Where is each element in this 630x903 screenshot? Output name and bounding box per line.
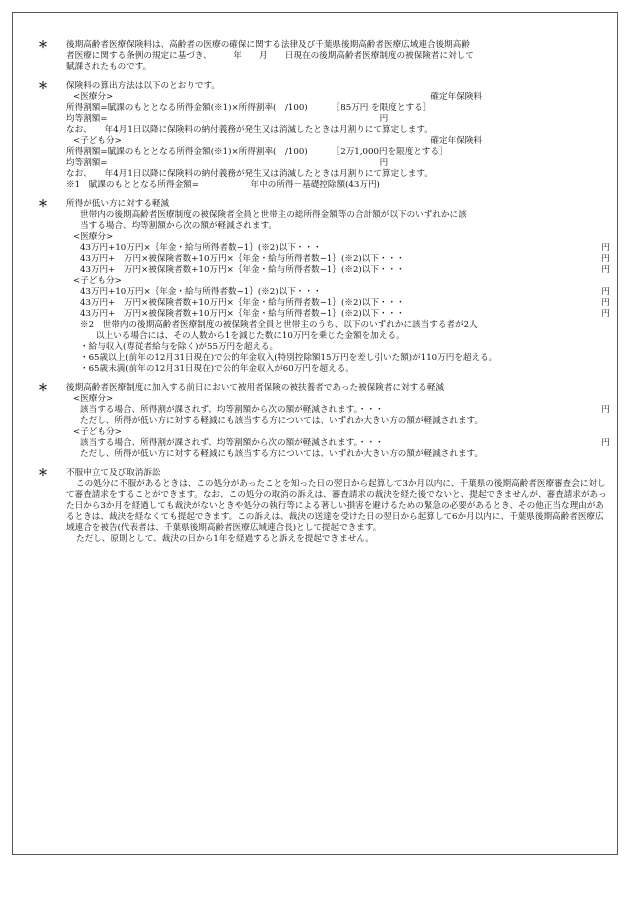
note-dependent-reduction: [38, 383, 610, 460]
asterisk-mark: ＊: [38, 40, 48, 51]
note-insurance-basis: [38, 40, 610, 73]
medical-calc-block: [66, 92, 610, 136]
reduction-row-text: 43万円+ 万円×被保険者数+10万円×｛年金・給与所得者数−1｝(※2)以下・・・: [80, 298, 405, 308]
footnote-2-b: 以上いる場合には、その人数から1を減じた数に10万円を乗じた金額を加える。: [96, 331, 405, 341]
dependent-however: ただし、所得が低い方に対する軽減にも該当する方については、いずれか大きい方の額が軽減されます。: [80, 416, 484, 426]
condition-bullet: ・65歳以上(前年の12月31日現在)で公的年金収入(特別控除額15万円を差し引いた額)が110万円を超える。: [80, 353, 498, 363]
low-income-desc-1: 世帯内の後期高齢者医療制度の被保険者全員と世帯主の総所得金額等の合計額が以下のいずれかに該: [80, 210, 467, 220]
equal-amount-label: 均等割額=: [66, 114, 108, 124]
yen-unit: 円: [601, 405, 610, 415]
medical-proration-note: なお、 年4月1日以降に保険料の納付義務が発生又は消滅したときは月割りにて算定します。: [66, 125, 433, 135]
reduction-row: [66, 287, 610, 298]
reduction-row-text: 43万円+ 万円×被保険者数+10万円×｛年金・給与所得者数−1｝(※2)以下・・・: [80, 254, 405, 264]
dependent-applies: 該当する場合、所得割が課されず、均等割額から次の額が軽減されます。・・・: [80, 405, 384, 415]
note-calculation-method: [38, 81, 610, 191]
condition-bullet: ・65歳未満(前年の12月31日現在)で公的年金収入が60万円を超える。: [80, 364, 354, 374]
basis-line-1: 後期高齢者医療保険料は、高齢者の医療の確保に関する法律及び千葉県後期高齢者医療広域連合後期高齢: [66, 40, 470, 50]
child-limit: ［2万1,000円を限度とする］: [331, 147, 448, 157]
asterisk-mark: ＊: [38, 383, 48, 394]
yen-unit: 円: [601, 243, 610, 253]
child-income-formula: 所得割額=賦課のもととなる所得金額(※1)×所得割率( /100): [66, 147, 308, 157]
appeal-paragraph-2: ただし、原則として、裁決の日から1年を経過すると訴えを提起できません。: [76, 534, 375, 544]
yen-unit: 円: [601, 287, 610, 297]
reduction-row-text: 43万円+ 万円×被保険者数+10万円×｛年金・給与所得者数−1｝(※2)以下・・・: [80, 309, 405, 319]
yen-unit: 円: [601, 254, 610, 264]
asterisk-mark: ＊: [38, 199, 48, 210]
calc-intro: 保険料の算出方法は以下のとおりです。: [66, 81, 221, 91]
yen-unit: 円: [601, 438, 610, 448]
yen-unit: 円: [379, 114, 389, 124]
medical-income-formula: 所得割額=賦課のもととなる所得金額(※1)×所得割率( /100): [66, 103, 308, 113]
reduction-row: [66, 298, 610, 309]
medical-header: <医療分>: [73, 394, 114, 404]
low-income-desc-2: 当する場合、均等割額から次の額が軽減されます。: [80, 221, 277, 231]
yen-unit: 円: [379, 158, 389, 168]
reduction-row: [66, 265, 610, 276]
note-appeal-litigation: [38, 468, 610, 545]
basis-line-2: 者医療に関する条例の規定に基づき、 年 月 日現在の後期高齢者医療制度の被保険者に対して: [66, 51, 474, 61]
dependent-however: ただし、所得が低い方に対する軽減にも該当する方については、いずれか大きい方の額が軽減されます。: [80, 449, 484, 459]
condition-bullet: ・給与収入(専従者給与を除く)が55万円を超える。: [80, 342, 279, 352]
reduction-row: [66, 309, 610, 320]
medical-limit: ［85万円 を限度とする］: [331, 103, 432, 113]
dependent-row: [66, 438, 610, 449]
appeal-title: 不服申立て及び取消訴訟: [66, 468, 161, 478]
yen-unit: 円: [601, 298, 610, 308]
appeal-paragraph-1: この処分に不服があるときは、この処分があったことを知った日の翌日から起算して3か月以内に、千葉県の後期高齢者医療審査会に対して審査請求をすることができます。なお、この処分の取消の訴えは、審査請求の裁決を経た後でないと、提起できませんが、審査請求があった日から3か月を経過しても裁決がないときや処分の執行等による著しい損害を避けるための緊急の必要があるとき、その他正当な理由があるときは、裁決を経なくても提起できます。この訴えは、裁決の送達を受けた日の翌日から起算して6か月以内に、千葉県後期高齢者医療広域連合を被告(代表者は、千葉県後期高齢者医療広域連合長)として提起できます。: [66, 479, 607, 533]
footnote-1: ※1 賦課のもととなる所得金額= 年中の所得－基礎控除額(43万円): [66, 180, 380, 190]
child-calc-block: [66, 136, 610, 191]
basis-line-3: 賦課されたものです。: [66, 62, 152, 72]
dependent-title: 後期高齢者医療制度に加入する前日において被用者保険の被扶養者であった被保険者に対する軽減: [66, 383, 445, 393]
dependent-row: [66, 405, 610, 416]
child-header: <子ども分>: [73, 427, 122, 437]
reduction-row-text: 43万円+10万円×｛年金・給与所得者数−1｝(※2)以下・・・: [80, 287, 322, 297]
child-header: <子ども分>: [73, 136, 122, 146]
child-proration-note: なお、 年4月1日以降に保険料の納付義務が発生又は消滅したときは月割りにて算定します。: [66, 169, 433, 179]
footnote-2-a: ※2 世帯内の後期高齢者医療制度の被保険者全員と世帯主のうち、以下のいずれかに該当する者が2人: [80, 320, 478, 330]
reduction-row: [66, 254, 610, 265]
equal-amount-label: 均等割額=: [66, 158, 108, 168]
child-header: <子ども分>: [73, 276, 122, 286]
dependent-applies: 該当する場合、所得割が課されず、均等割額から次の額が軽減されます。・・・: [80, 438, 384, 448]
confirmed-premium-label: 確定年保険料: [430, 136, 482, 146]
low-income-title: 所得が低い方に対する軽減: [66, 199, 170, 209]
confirmed-premium-label: 確定年保険料: [430, 92, 482, 102]
reduction-row: [66, 243, 610, 254]
notes-content: [38, 40, 610, 553]
yen-unit: 円: [601, 265, 610, 275]
asterisk-mark: ＊: [38, 81, 48, 92]
note-low-income-reduction: [38, 199, 610, 375]
reduction-row-text: 43万円+ 万円×被保険者数+10万円×｛年金・給与所得者数−1｝(※2)以下・・・: [80, 265, 405, 275]
reduction-row-text: 43万円+10万円×｛年金・給与所得者数−1｝(※2)以下・・・: [80, 243, 322, 253]
medical-header: <医療分>: [73, 92, 114, 102]
asterisk-mark: ＊: [38, 468, 48, 479]
medical-header: <医療分>: [73, 232, 114, 242]
yen-unit: 円: [601, 309, 610, 319]
